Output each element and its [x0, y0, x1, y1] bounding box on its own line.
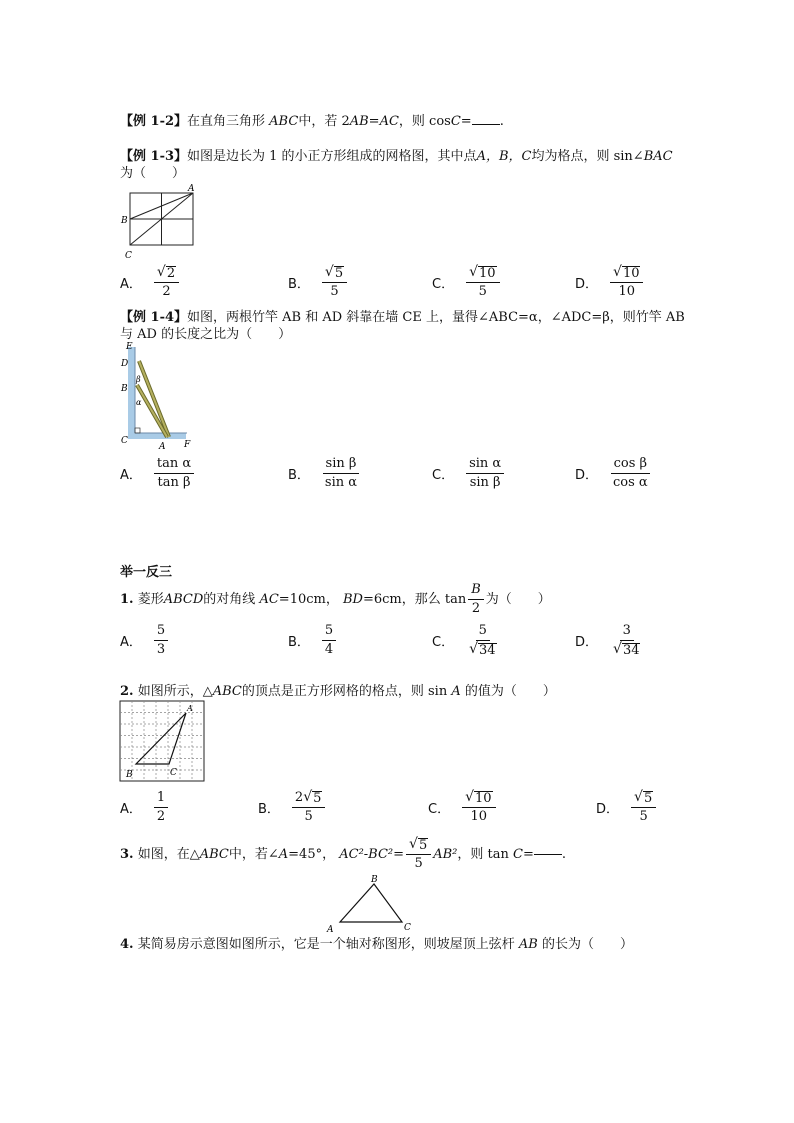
point-label-b: B: [126, 770, 133, 780]
fraction: $\frac{\text{sin α}}{\text{sin β}}$: [466, 456, 504, 491]
grid-figure-q2: [119, 700, 205, 782]
point-label-e: E: [126, 342, 133, 352]
point-label-b: B: [371, 875, 378, 885]
fraction: $\frac{5}{3}$: [154, 623, 168, 658]
question-1: 1. 菱形 ABCD 的对角线 AC =10cm， BD =6cm，那么 tan $\frac{B}{2}$ 为（ ）: [120, 582, 551, 616]
option-c[interactable]: C． 5 √ 34: [432, 623, 500, 658]
point-label-c: C: [170, 768, 177, 778]
option-a[interactable]: A． $\frac{5}{3}$: [120, 623, 168, 658]
option-c[interactable]: C． √ 10 5: [432, 265, 500, 300]
example-1-2: 【例 1-2】在直角三角形 ABC中，若 2AB=AC，则 cosC= .: [120, 114, 504, 129]
question-4: 4. 某简易房示意图如图所示，它是一个轴对称图形，则坡屋顶上弦杆 AB 的长为（ ）: [120, 937, 633, 952]
example-tag: 【例 1-3】: [120, 149, 188, 164]
grid-figure-1-3: [118, 183, 200, 261]
fraction: √ 5 5: [631, 790, 656, 825]
option-d[interactable]: D． $\frac{\text{cos β}}{\text{cos α}}$: [575, 456, 651, 491]
fraction: $\frac{5}{4}$: [322, 623, 336, 658]
fraction: √ 5 5: [406, 837, 431, 872]
section-heading: 举一反三: [120, 565, 173, 580]
point-label-c: C: [404, 923, 411, 933]
option-b[interactable]: B． √ 5 5: [288, 265, 347, 300]
fraction: 3 √ 34: [613, 623, 640, 658]
option-a[interactable]: A． $\frac{\text{tan α}}{\text{tan β}}$: [120, 456, 194, 491]
point-label-c: C: [125, 251, 132, 261]
option-c[interactable]: C． $\frac{\text{sin α}}{\text{sin β}}$: [432, 456, 504, 491]
fraction: 2 √ 5 5: [292, 790, 325, 825]
point-label-b: B: [121, 384, 128, 394]
option-b[interactable]: B． $\frac{5}{4}$: [288, 623, 336, 658]
point-label-a: A: [187, 704, 193, 713]
fraction: √ 10 10: [462, 790, 495, 825]
fraction: √ 10 10: [610, 265, 643, 300]
fraction: $\frac{\text{tan α}}{\text{tan β}}$: [154, 456, 194, 491]
option-c[interactable]: C． √ 10 10: [428, 790, 496, 825]
example-1-3-line1: 【例 1-3】如图是边长为 1 的小正方形组成的网格图，其中点A，B，C均为格点，则 sin∠BAC: [120, 149, 673, 164]
option-d[interactable]: D． 3 √ 34: [575, 623, 643, 658]
fraction: $\frac{\text{cos β}}{\text{cos α}}$: [610, 456, 651, 491]
fraction: $\frac{B}{2}$: [468, 582, 484, 617]
fraction: √ 5 5: [322, 265, 347, 300]
example-1-4-line1: 【例 1-4】如图，两根竹竿 AB 和 AD 斜靠在墙 CE 上，量得∠ABC=α，∠ADC=β，则竹竿 AB: [120, 310, 685, 325]
point-label-f: F: [184, 440, 191, 450]
example-1-4-line2: 与 AD 的长度之比为（ ）: [120, 327, 292, 342]
fraction: √ 2 2: [154, 265, 179, 300]
fraction: √ 10 5: [466, 265, 499, 300]
question-3: 3. 如图，在△ ABC 中，若∠ A =45°， AC²-BC²= √ 5 5 AB² ，则 tan C = .: [120, 836, 567, 871]
point-label-b: B: [121, 216, 128, 226]
angle-alpha: α: [136, 398, 142, 407]
option-d[interactable]: D． √ 10 10: [575, 265, 643, 300]
point-label-d: D: [121, 359, 129, 369]
example-tag: 【例 1-4】: [120, 310, 188, 325]
option-d[interactable]: D． √ 5 5: [596, 790, 656, 825]
fraction: 5 √ 34: [469, 623, 496, 658]
example-1-3-line2: 为（ ）: [120, 166, 186, 181]
bamboo-figure: [117, 341, 197, 453]
triangle-figure-q3: [322, 872, 418, 934]
option-b[interactable]: B． 2 √ 5 5: [258, 790, 325, 825]
fraction: $\frac{\text{sin β}}{\text{sin α}}$: [322, 456, 360, 491]
answer-blank: [472, 124, 500, 125]
point-label-a: A: [159, 442, 166, 452]
option-a[interactable]: A． √ 2 2: [120, 265, 179, 300]
question-2: 2. 如图所示，△ABC的顶点是正方形网格的格点，则 sin A 的值为（ ）: [120, 684, 556, 699]
point-label-c: C: [121, 436, 128, 446]
point-label-a: A: [327, 925, 334, 934]
angle-beta: β: [136, 375, 141, 384]
option-a[interactable]: A． $\frac{1}{2}$: [120, 790, 168, 825]
point-label-a: A: [188, 184, 195, 194]
answer-blank: [534, 854, 562, 855]
fraction: $\frac{1}{2}$: [154, 790, 168, 825]
option-b[interactable]: B． $\frac{\text{sin β}}{\text{sin α}}$: [288, 456, 360, 491]
example-tag: 【例 1-2】: [120, 114, 188, 129]
